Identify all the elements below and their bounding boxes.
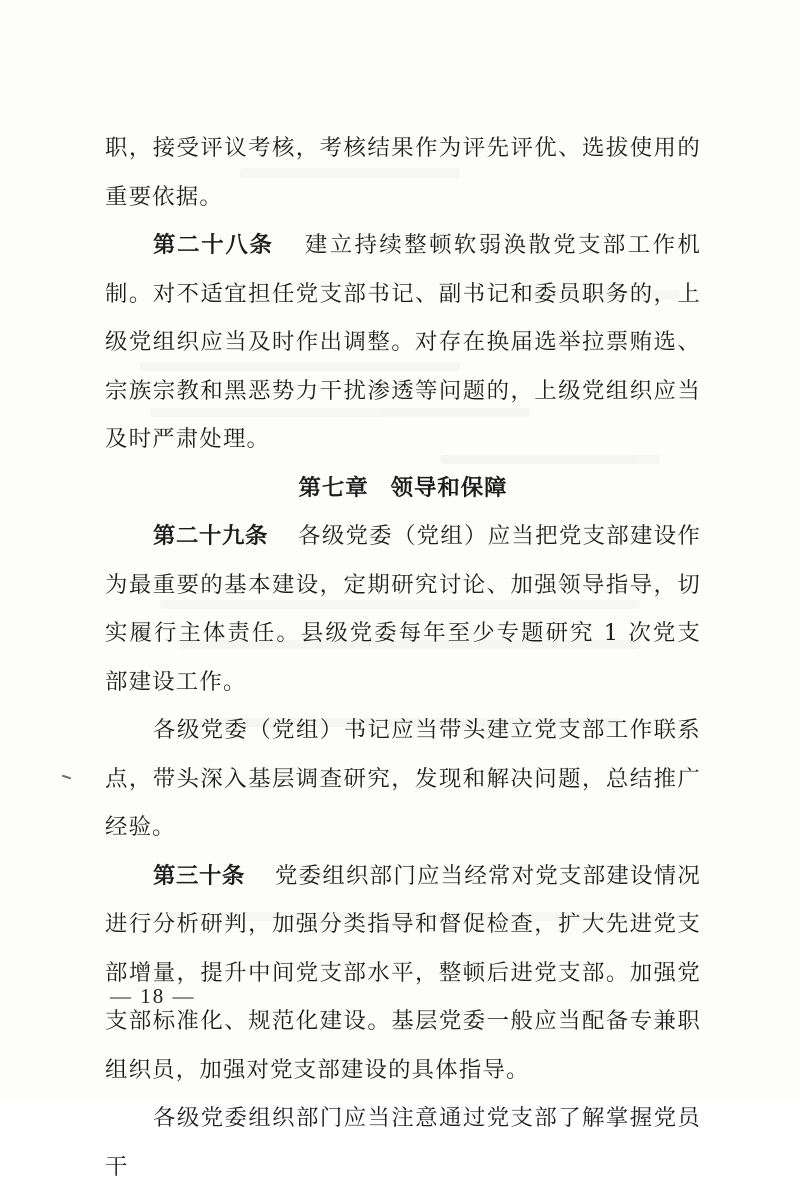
document-body [105,124,701,1191]
article-30-paragraph [105,852,701,1095]
paragraph-continuation [105,124,701,221]
paragraph-text: 职，接受评议考核，考核结果作为评先评优、选拔使用的重要依据。 [105,135,701,210]
party-secretary-paragraph [105,706,701,852]
article-29-paragraph [105,512,701,706]
paragraph-text: 各级党委组织部门应当注意通过党支部了解掌握党员干 [105,1105,701,1180]
paragraph-text: 建立持续整顿软弱涣散党支部工作机制。对不适宜担任党支部书记、副书记和委员职务的，上级党组织应当及时作出调整。对存在换届选举拉票贿选、宗族宗教和黑恶势力干扰渗透等问题的，上级党组织应当及时严肃处理。 [105,232,702,452]
chapter-heading [105,464,701,513]
paragraph-text: 各级党委（党组）应当把党支部建设作为最重要的基本建设，定期研究讨论、加强领导指导，切实履行主体责任。县级党委每年至少专题研究 1 次党支部建设工作。 [105,523,702,695]
article-28-paragraph [105,221,701,464]
article-number: 第二十八条 [153,232,274,258]
chapter-number: 第七章 [298,474,369,501]
chapter-title: 领导和保障 [390,474,508,501]
paragraph-text: 各级党委（党组）书记应当带头建立党支部工作联系点，带头深入基层调查研究，发现和解决问题，总结推广经验。 [105,717,701,840]
organization-department-paragraph [105,1094,701,1191]
article-number: 第二十九条 [153,523,269,549]
paragraph-text: 党委组织部门应当经常对党支部建设情况进行分析研判，加强分类指导和督促检查，扩大先进党支部增量，提升中间党支部水平，整顿后进党支部。加强党支部标准化、规范化建设。基层党委一般应当配备专兼职组织员，加强对党支部建设的具体指导。 [105,862,701,1083]
page-number: — 18 — [110,984,196,1008]
scan-speck [62,775,71,780]
article-number: 第三十条 [153,862,245,889]
